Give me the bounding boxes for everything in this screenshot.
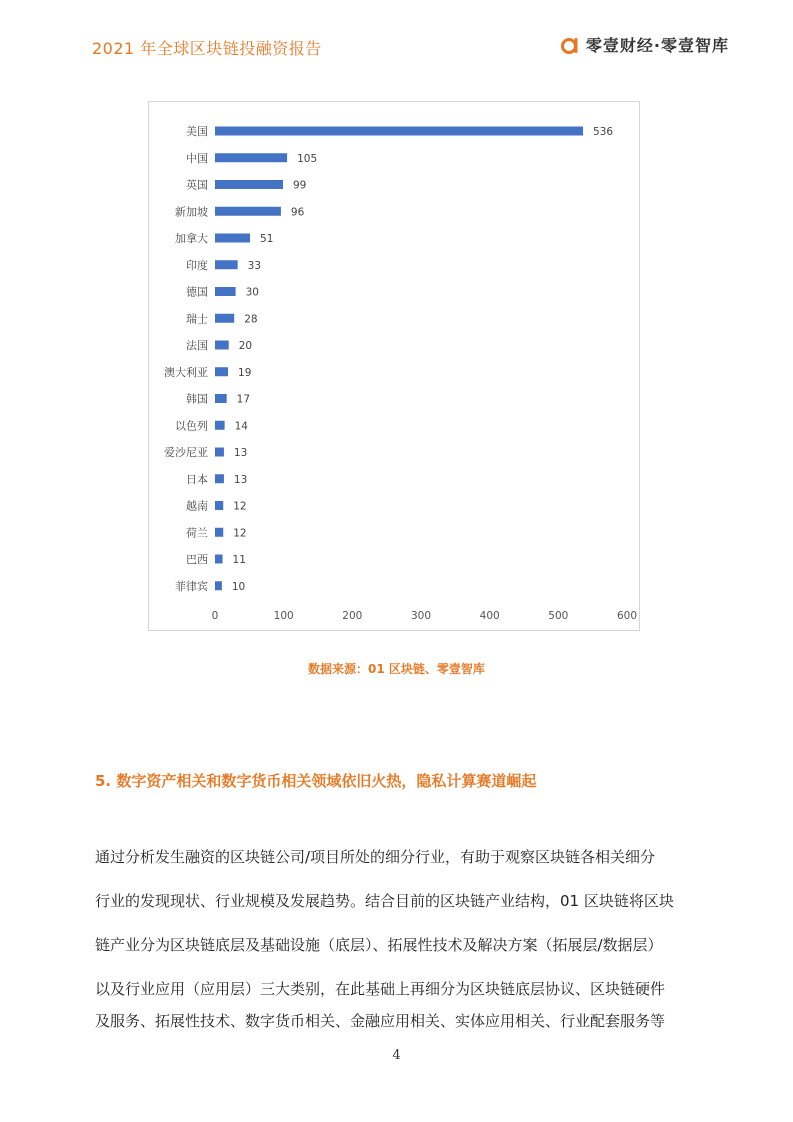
category-label: 美国 — [186, 125, 208, 138]
bar — [215, 448, 224, 457]
page-number: 4 — [392, 1048, 401, 1063]
data-label: 11 — [232, 554, 246, 566]
bar — [215, 341, 229, 350]
data-source-caption: 数据来源：01 区块链、零壹智库 — [308, 662, 485, 676]
data-label: 17 — [236, 393, 251, 406]
data-label: 10 — [231, 580, 246, 593]
data-label: 14 — [234, 420, 248, 433]
country-bar-chart — [148, 101, 640, 631]
data-label: 96 — [290, 206, 305, 219]
paragraph-line: 通过分析发生融资的区块链公司/项目所处的细分行业，有助于观察区块链各相关细分 — [95, 848, 656, 866]
bar — [215, 153, 287, 162]
brand — [560, 33, 729, 56]
data-label: 33 — [247, 259, 262, 272]
x-tick-label: 400 — [479, 610, 500, 622]
bar — [215, 501, 223, 510]
bar — [215, 127, 583, 136]
x-tick-label: 200 — [342, 610, 363, 622]
data-label: 99 — [292, 179, 307, 192]
category-label: 菲律宾 — [175, 579, 208, 593]
bar — [215, 260, 238, 269]
bar — [215, 287, 236, 296]
bar — [215, 474, 224, 483]
data-label: 51 — [260, 233, 274, 245]
data-label: 19 — [238, 366, 252, 379]
data-label: 12 — [233, 500, 247, 513]
category-label: 越南 — [186, 499, 208, 513]
paragraph-line: 行业的发现现状、行业规模及发展趋势。结合目前的区块链产业结构，01 区块链将区块 — [95, 892, 674, 910]
category-label: 英国 — [186, 178, 208, 192]
bar — [215, 207, 281, 216]
data-label: 20 — [238, 340, 253, 352]
category-label: 瑞士 — [186, 312, 208, 326]
category-label: 日本 — [186, 472, 208, 486]
brand-logo-icon — [560, 35, 580, 55]
bar — [215, 234, 250, 243]
data-label: 30 — [245, 286, 259, 299]
bar — [215, 314, 234, 323]
category-label: 加拿大 — [175, 232, 208, 245]
category-label: 韩国 — [186, 392, 208, 406]
data-label: 28 — [244, 313, 258, 326]
paragraph-line: 及服务、拓展性技术、数字货币相关、金融应用相关、实体应用相关、行业配套服务等 — [95, 1012, 666, 1030]
data-label: 13 — [233, 447, 248, 459]
bar — [215, 394, 227, 403]
x-tick-label: 500 — [548, 610, 569, 622]
paragraph-line: 链产业分为区块链底层及基础设施（底层）、拓展性技术及解决方案（拓展层/数据层） — [95, 936, 663, 954]
category-label: 新加坡 — [175, 205, 208, 219]
bar — [215, 421, 225, 430]
brand-name: 零壹财经·零壹智库 — [585, 36, 729, 55]
data-label: 13 — [233, 473, 248, 486]
category-label: 中国 — [186, 151, 208, 165]
bar — [215, 180, 283, 189]
bar — [215, 555, 223, 564]
report-title: 2021 年全球区块链投融资报告 — [92, 39, 322, 58]
paragraph-line: 以及行业应用（应用层）三大类别，在此基础上再细分为区块链底层协议、区块链硬件 — [95, 980, 666, 998]
category-label: 荷兰 — [186, 526, 208, 540]
x-tick-label: 600 — [616, 610, 638, 622]
x-tick-label: 300 — [410, 610, 432, 622]
data-label: 105 — [297, 152, 318, 165]
section-heading: 5. 数字资产相关和数字货币相关领域依旧火热，隐私计算赛道崛起 — [95, 772, 537, 790]
chart-canvas — [149, 102, 641, 632]
category-label: 以色列 — [175, 419, 208, 433]
category-label: 澳大利亚 — [164, 365, 208, 379]
bar — [215, 581, 222, 590]
bar — [215, 367, 228, 376]
category-label: 爱沙尼亚 — [164, 446, 208, 459]
body-paragraph — [95, 842, 705, 1050]
x-tick-label: 100 — [273, 610, 294, 622]
category-label: 印度 — [186, 258, 208, 272]
category-label: 德国 — [186, 285, 208, 299]
bar — [215, 528, 223, 537]
data-label: 536 — [593, 126, 614, 138]
category-label: 法国 — [186, 339, 208, 352]
data-label: 12 — [233, 527, 247, 540]
category-label: 巴西 — [186, 553, 208, 566]
x-tick-label: 0 — [211, 610, 219, 622]
